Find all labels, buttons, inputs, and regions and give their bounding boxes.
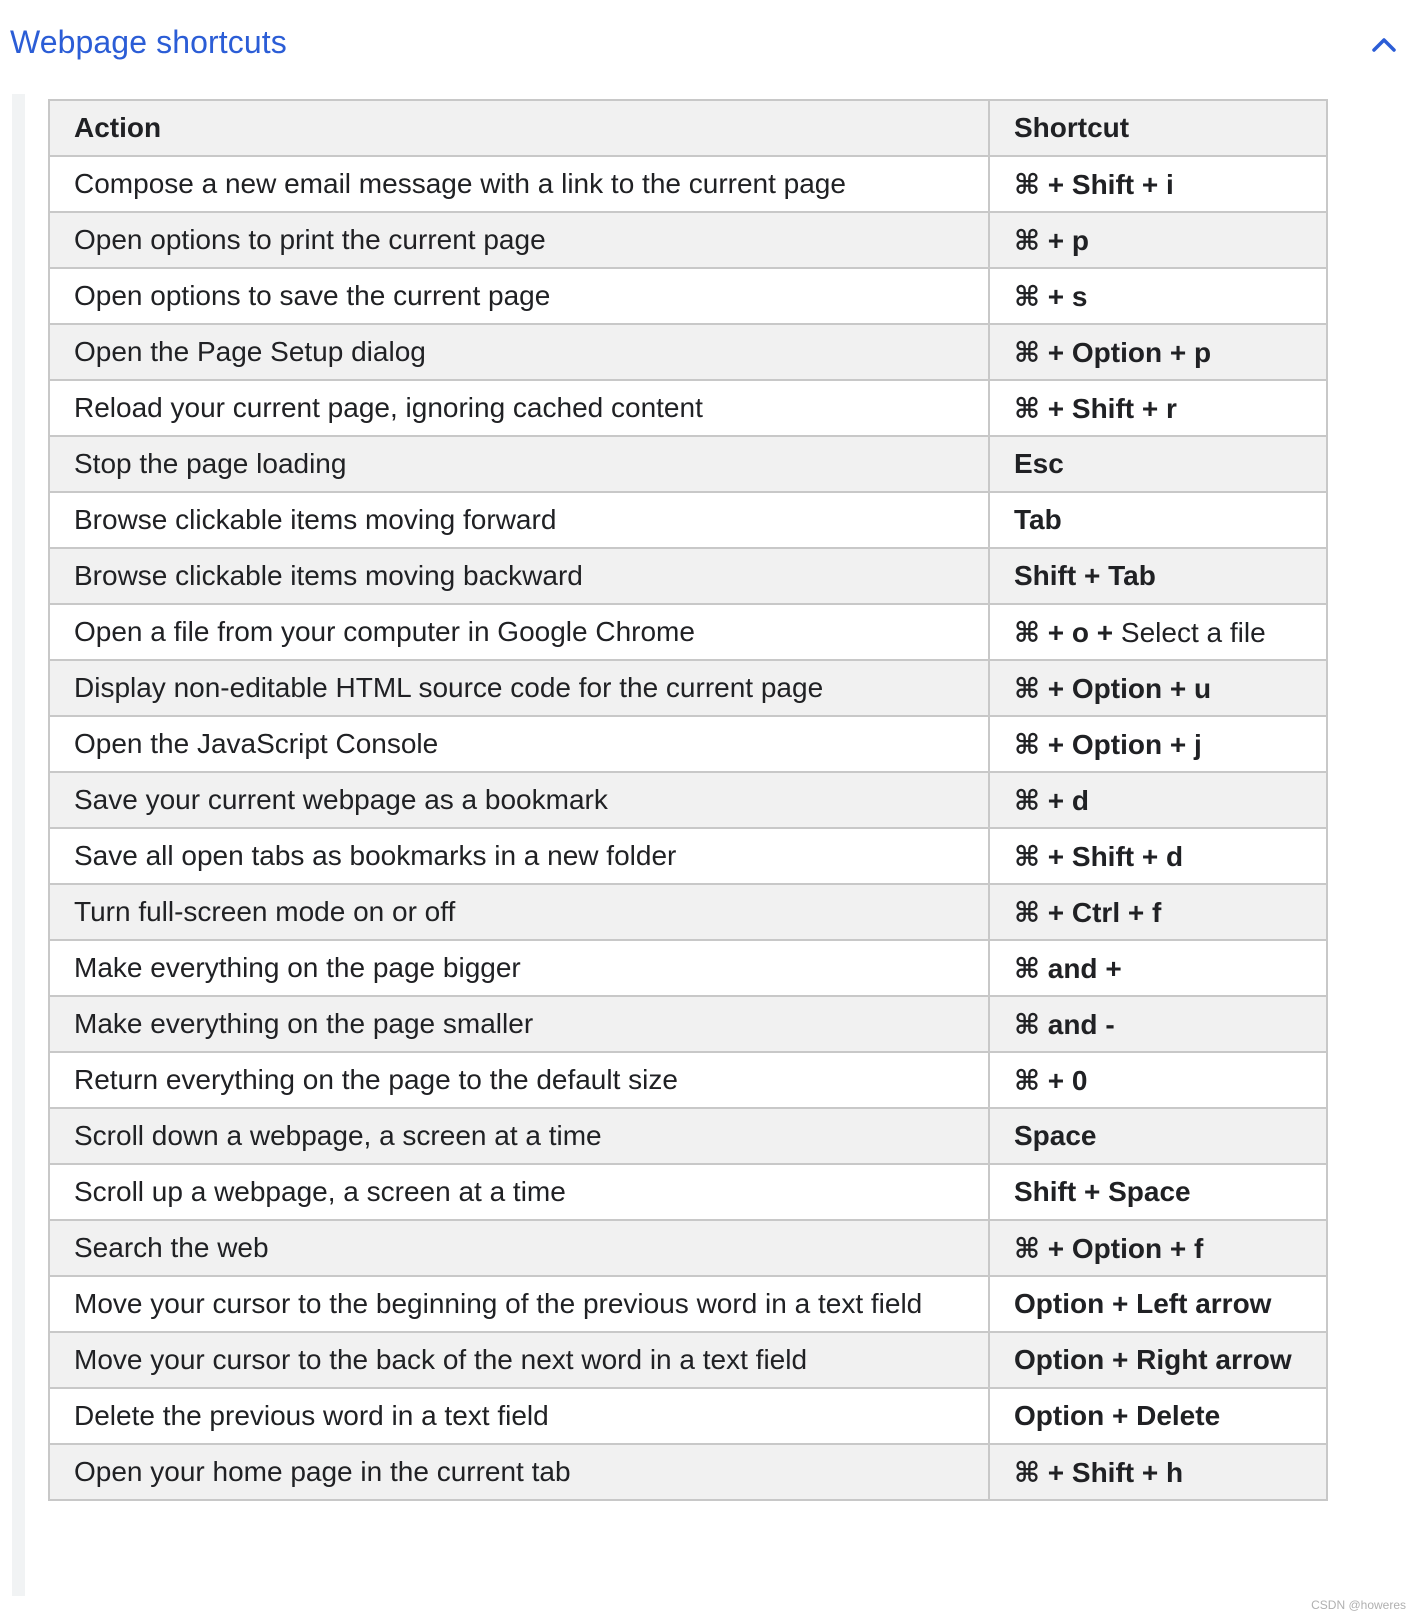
action-cell: Open options to save the current page: [49, 268, 989, 324]
table-row: [49, 1444, 1327, 1500]
action-cell: Open a file from your computer in Google Chrome: [49, 604, 989, 660]
shortcut-keys: ⌘ + Shift + d: [1014, 840, 1184, 872]
table-row: [49, 940, 1327, 996]
shortcut-keys: ⌘ + 0: [1014, 1064, 1088, 1096]
action-cell: Turn full-screen mode on or off: [49, 884, 989, 940]
shortcut-cell: [989, 1332, 1327, 1388]
action-cell: Make everything on the page bigger: [49, 940, 989, 996]
table-row: [49, 772, 1327, 828]
shortcut-cell: [989, 1220, 1327, 1276]
shortcut-keys: ⌘ + Option + f: [1014, 1232, 1204, 1264]
shortcut-cell: [989, 1388, 1327, 1444]
action-cell: Scroll down a webpage, a screen at a time: [49, 1108, 989, 1164]
table-row: [49, 1220, 1327, 1276]
table-row: [49, 1108, 1327, 1164]
shortcut-keys: ⌘ + d: [1014, 784, 1089, 816]
column-header-action: Action: [49, 100, 989, 156]
shortcut-keys: ⌘ and -: [1014, 1008, 1115, 1040]
watermark: CSDN @howeres: [1311, 1598, 1406, 1612]
shortcut-keys: Option + Right arrow: [1014, 1344, 1292, 1375]
left-rail-divider: [12, 94, 25, 1596]
table-row: [49, 1276, 1327, 1332]
chevron-up-icon: [1370, 34, 1398, 54]
shortcut-keys: Shift + Space: [1014, 1176, 1191, 1207]
shortcut-cell: [989, 884, 1327, 940]
shortcut-keys: ⌘ + o +: [1014, 616, 1121, 648]
action-cell: Stop the page loading: [49, 436, 989, 492]
table-row: [49, 1388, 1327, 1444]
action-cell: Move your cursor to the back of the next word in a text field: [49, 1332, 989, 1388]
shortcut-keys: Space: [1014, 1120, 1097, 1151]
action-cell: Move your cursor to the beginning of the previous word in a text field: [49, 1276, 989, 1332]
shortcut-cell: [989, 1444, 1327, 1500]
shortcut-keys: Tab: [1014, 504, 1062, 535]
shortcut-cell: [989, 324, 1327, 380]
shortcut-cell: [989, 772, 1327, 828]
shortcut-cell: [989, 604, 1327, 660]
table-row: [49, 436, 1327, 492]
shortcut-suffix: Select a file: [1120, 616, 1266, 648]
shortcut-keys: Esc: [1014, 448, 1064, 479]
shortcut-keys: ⌘ + Shift + r: [1014, 392, 1177, 424]
table-row: [49, 212, 1327, 268]
table-row: [49, 324, 1327, 380]
action-cell: Open the Page Setup dialog: [49, 324, 989, 380]
shortcut-cell: [989, 492, 1327, 548]
collapse-toggle-button[interactable]: [1366, 26, 1402, 62]
table-row: [49, 604, 1327, 660]
shortcut-cell: [989, 436, 1327, 492]
shortcut-keys: ⌘ + Ctrl + f: [1014, 896, 1162, 928]
action-cell: Save your current webpage as a bookmark: [49, 772, 989, 828]
shortcut-cell: [989, 548, 1327, 604]
table-row: [49, 1332, 1327, 1388]
shortcut-keys: ⌘ + p: [1014, 224, 1089, 256]
shortcut-keys: ⌘ + Option + u: [1014, 672, 1212, 704]
action-cell: Return everything on the page to the default size: [49, 1052, 989, 1108]
shortcut-keys: Option + Left arrow: [1014, 1288, 1272, 1319]
column-header-shortcut: Shortcut: [989, 100, 1327, 156]
table-row: [49, 268, 1327, 324]
shortcut-cell: [989, 996, 1327, 1052]
action-cell: Open the JavaScript Console: [49, 716, 989, 772]
action-cell: Reload your current page, ignoring cached content: [49, 380, 989, 436]
table-row: [49, 996, 1327, 1052]
action-cell: Save all open tabs as bookmarks in a new folder: [49, 828, 989, 884]
section-header[interactable]: [10, 18, 1406, 68]
table-row: [49, 548, 1327, 604]
action-cell: Open options to print the current page: [49, 212, 989, 268]
shortcut-cell: [989, 156, 1327, 212]
table-header-row: [49, 100, 1327, 156]
shortcuts-table: [48, 99, 1328, 1501]
shortcut-cell: [989, 1108, 1327, 1164]
section-title[interactable]: Webpage shortcuts: [10, 24, 287, 60]
shortcut-cell: [989, 716, 1327, 772]
shortcut-cell: [989, 212, 1327, 268]
shortcut-keys: ⌘ + Option + j: [1014, 728, 1202, 760]
shortcut-cell: [989, 1052, 1327, 1108]
table-row: [49, 660, 1327, 716]
action-cell: Browse clickable items moving forward: [49, 492, 989, 548]
table-row: [49, 1052, 1327, 1108]
table-row: [49, 716, 1327, 772]
table-row: [49, 884, 1327, 940]
table-row: [49, 492, 1327, 548]
shortcut-cell: [989, 268, 1327, 324]
shortcut-cell: [989, 1276, 1327, 1332]
shortcut-keys: Shift + Tab: [1014, 560, 1156, 591]
shortcut-keys: ⌘ and +: [1014, 952, 1122, 984]
table-row: [49, 380, 1327, 436]
action-cell: Display non-editable HTML source code for the current page: [49, 660, 989, 716]
action-cell: Open your home page in the current tab: [49, 1444, 989, 1500]
table-row: [49, 156, 1327, 212]
shortcut-keys: ⌘ + Shift + h: [1014, 1456, 1184, 1488]
action-cell: Browse clickable items moving backward: [49, 548, 989, 604]
table-row: [49, 828, 1327, 884]
shortcut-cell: [989, 660, 1327, 716]
table-row: [49, 1164, 1327, 1220]
shortcut-cell: [989, 1164, 1327, 1220]
shortcut-cell: [989, 940, 1327, 996]
action-cell: Search the web: [49, 1220, 989, 1276]
action-cell: Compose a new email message with a link to the current page: [49, 156, 989, 212]
shortcut-keys: ⌘ + Shift + i: [1014, 168, 1174, 200]
shortcut-keys: ⌘ + s: [1014, 280, 1088, 312]
action-cell: Delete the previous word in a text field: [49, 1388, 989, 1444]
shortcut-keys: ⌘ + Option + p: [1014, 336, 1212, 368]
shortcut-keys: Option + Delete: [1014, 1400, 1221, 1431]
shortcut-cell: [989, 828, 1327, 884]
shortcut-cell: [989, 380, 1327, 436]
action-cell: Scroll up a webpage, a screen at a time: [49, 1164, 989, 1220]
action-cell: Make everything on the page smaller: [49, 996, 989, 1052]
